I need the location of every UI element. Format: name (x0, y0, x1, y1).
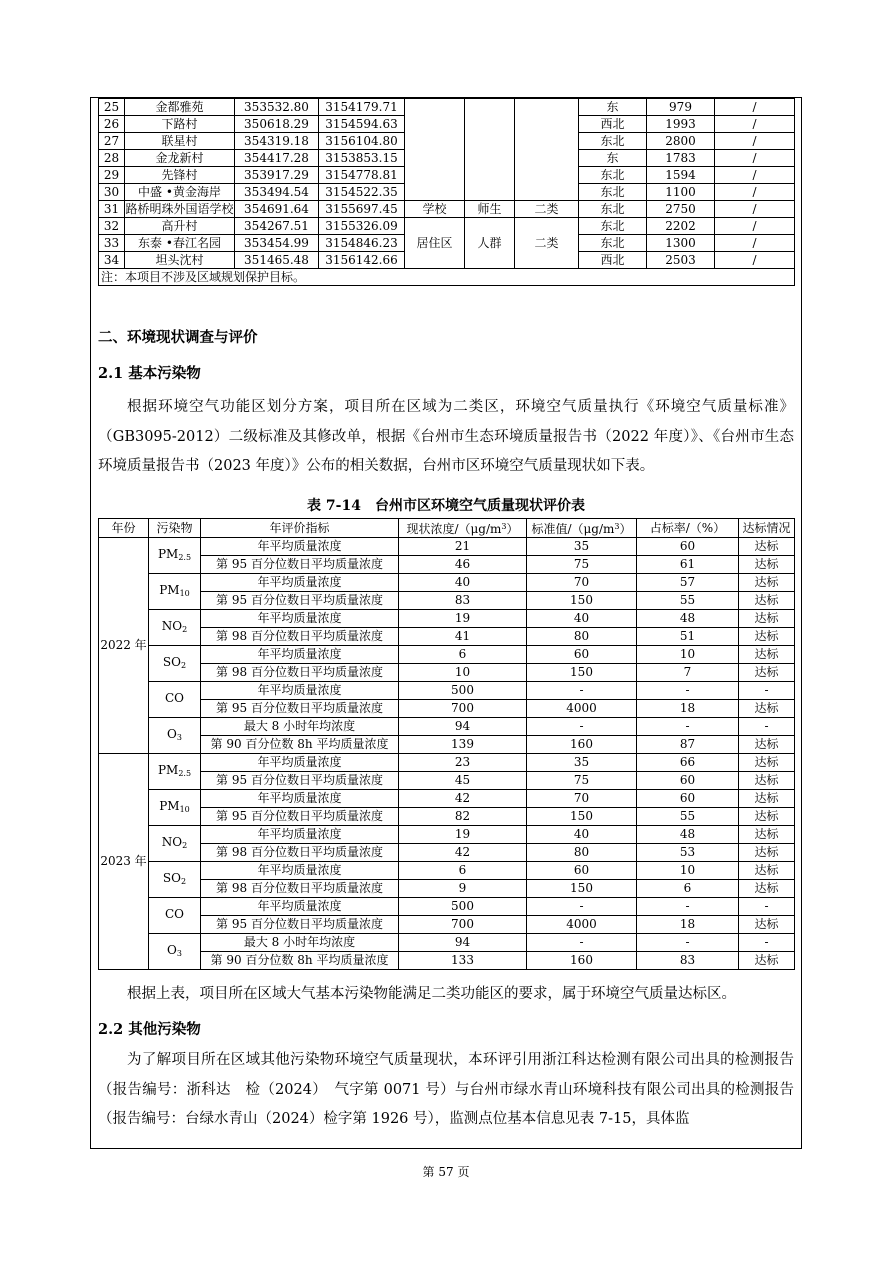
row-number: 26 (99, 116, 125, 133)
site-name: 下路村 (125, 116, 235, 133)
coord-y: 3156104.80 (319, 133, 405, 150)
index-name: 第 98 百分位数日平均质量浓度 (201, 664, 399, 682)
table-row (99, 736, 795, 754)
concentration-value: 40 (399, 574, 527, 592)
standard-value: 60 (527, 646, 637, 664)
air-quality-table (98, 518, 795, 970)
index-name: 最大 8 小时年均浓度 (201, 718, 399, 736)
site-name: 金都雅苑 (125, 99, 235, 116)
index-name: 年平均质量浓度 (201, 826, 399, 844)
table-row (99, 664, 795, 682)
coord-x: 351465.48 (235, 252, 319, 269)
protect-target: 师生 (465, 201, 515, 218)
concentration-value: 19 (399, 826, 527, 844)
index-name: 年平均质量浓度 (201, 610, 399, 628)
standard-value: 80 (527, 628, 637, 646)
table-row (99, 862, 795, 880)
concentration-value: 46 (399, 556, 527, 574)
status-value: - (739, 934, 795, 952)
standard-value: 35 (527, 754, 637, 772)
table-row (99, 574, 795, 592)
table-row (99, 952, 795, 970)
protect-type: 居住区 (405, 218, 465, 269)
coord-x: 353454.99 (235, 235, 319, 252)
site-name: 坦头沈村 (125, 252, 235, 269)
remark: / (715, 252, 795, 269)
table-header-row (99, 519, 795, 538)
standard-value: 150 (527, 592, 637, 610)
ratio-value: 57 (637, 574, 739, 592)
header-index: 年评价指标 (201, 519, 399, 538)
header-year: 年份 (99, 519, 149, 538)
page-number: 第 57 页 (422, 1165, 470, 1179)
table-row (99, 592, 795, 610)
pollutant-cell (149, 754, 201, 790)
direction: 东 (579, 99, 647, 116)
standard-value: 70 (527, 790, 637, 808)
env-class-blank (515, 99, 579, 201)
table-row (99, 700, 795, 718)
pollutant-subscript: 10 (179, 804, 190, 814)
site-name: 联星村 (125, 133, 235, 150)
table-row (99, 538, 795, 556)
pollutant-name: PM (159, 798, 180, 813)
status-value: 达标 (739, 646, 795, 664)
protect-type-blank (405, 99, 465, 201)
pollutant-subscript: 3 (176, 948, 182, 958)
ratio-value: - (637, 682, 739, 700)
direction: 东北 (579, 235, 647, 252)
status-value: 达标 (739, 952, 795, 970)
coord-x: 354691.64 (235, 201, 319, 218)
table-caption: 表 7-14 台州市区环境空气质量现状评价表 (307, 498, 585, 514)
ratio-value: - (637, 718, 739, 736)
row-number: 25 (99, 99, 125, 116)
row-number: 27 (99, 133, 125, 150)
remark: / (715, 235, 795, 252)
index-name: 第 95 百分位数日平均质量浓度 (201, 700, 399, 718)
standard-value: 75 (527, 556, 637, 574)
index-name: 年平均质量浓度 (201, 790, 399, 808)
coord-x: 353532.80 (235, 99, 319, 116)
standard-value: 35 (527, 538, 637, 556)
distance: 1783 (647, 150, 715, 167)
coord-y: 3154594.63 (319, 116, 405, 133)
status-value: 达标 (739, 862, 795, 880)
ratio-value: 10 (637, 862, 739, 880)
ratio-value: 60 (637, 538, 739, 556)
index-name: 最大 8 小时年均浓度 (201, 934, 399, 952)
ratio-value: 48 (637, 826, 739, 844)
concentration-value: 19 (399, 610, 527, 628)
ratio-value: 6 (637, 880, 739, 898)
status-value: 达标 (739, 916, 795, 934)
table-row (99, 610, 795, 628)
remark: / (715, 201, 795, 218)
table-row (99, 682, 795, 700)
index-name: 第 95 百分位数日平均质量浓度 (201, 916, 399, 934)
status-value: 达标 (739, 538, 795, 556)
concentration-value: 94 (399, 934, 527, 952)
concentration-value: 21 (399, 538, 527, 556)
table-row (99, 826, 795, 844)
status-value: 达标 (739, 592, 795, 610)
protect-target-blank (465, 99, 515, 201)
row-number: 33 (99, 235, 125, 252)
pollutant-name: O (167, 942, 177, 957)
standard-value: - (527, 682, 637, 700)
pollutant-name: PM (157, 762, 179, 777)
concentration-value: 83 (399, 592, 527, 610)
ratio-value: 55 (637, 592, 739, 610)
index-name: 第 98 百分位数日平均质量浓度 (201, 844, 399, 862)
index-name: 第 90 百分位数 8h 平均质量浓度 (201, 736, 399, 754)
pollutant-cell (149, 718, 201, 754)
coord-x: 353917.29 (235, 167, 319, 184)
index-name: 年平均质量浓度 (201, 538, 399, 556)
status-value: - (739, 718, 795, 736)
index-name: 年平均质量浓度 (201, 574, 399, 592)
conclusion-paragraph: 根据上表，项目所在区域大气基本污染物能满足二类功能区的要求，属于环境空气质量达标区。 (127, 986, 736, 1002)
standard-value: - (527, 718, 637, 736)
standard-value: 4000 (527, 700, 637, 718)
row-number: 34 (99, 252, 125, 269)
concentration-value: 500 (399, 898, 527, 916)
pollutant-cell (149, 934, 201, 970)
concentration-value: 700 (399, 916, 527, 934)
site-name: 金龙新村 (125, 150, 235, 167)
status-value: 达标 (739, 844, 795, 862)
pollutant-name: SO (162, 870, 181, 885)
standard-value: 150 (527, 880, 637, 898)
status-value: 达标 (739, 610, 795, 628)
status-value: 达标 (739, 880, 795, 898)
concentration-value: 6 (399, 862, 527, 880)
table-row (99, 718, 795, 736)
ratio-value: 83 (637, 952, 739, 970)
ratio-value: 60 (637, 790, 739, 808)
subsection-2-2-title: 2.2 其他污染物 (98, 1021, 201, 1038)
coord-y: 3153853.15 (319, 150, 405, 167)
pollutant-name: PM (159, 582, 180, 597)
status-value: 达标 (739, 574, 795, 592)
standard-value: 4000 (527, 916, 637, 934)
coord-y: 3154778.81 (319, 167, 405, 184)
status-value: 达标 (739, 772, 795, 790)
pollutant-subscript: 2 (180, 660, 187, 670)
table-row (99, 646, 795, 664)
status-value: 达标 (739, 790, 795, 808)
protect-target: 人群 (465, 218, 515, 269)
standard-value: - (527, 898, 637, 916)
header-pollutant: 污染物 (149, 519, 201, 538)
index-name: 年平均质量浓度 (201, 682, 399, 700)
subsection-2-1-paragraph: 根据环境空气功能区划分方案，项目所在区域为二类区，环境空气质量执行《环境空气质量标准》（GB3095-2012）二级标准及其修改单，根据《台州市生态环境质量报告书（2022 年度）》、《台州市生态环境质量报告书（2023 年度）》公布的相关数据，台州市区环境空气质量现状如下表。 (98, 399, 794, 474)
distance: 2800 (647, 133, 715, 150)
status-value: 达标 (739, 808, 795, 826)
status-value: 达标 (739, 754, 795, 772)
standard-value: 160 (527, 736, 637, 754)
direction: 东北 (579, 133, 647, 150)
distance: 979 (647, 99, 715, 116)
row-number: 29 (99, 167, 125, 184)
sensitive-targets-table (98, 98, 795, 286)
pollutant-subscript: 2 (182, 840, 188, 850)
table-footnote: 注：本项目不涉及区域规划保护目标。 (99, 269, 795, 286)
direction: 东 (579, 150, 647, 167)
coord-x: 354319.18 (235, 133, 319, 150)
ratio-value: 61 (637, 556, 739, 574)
concentration-value: 42 (399, 844, 527, 862)
pollutant-cell (149, 898, 201, 934)
site-name: 高升村 (125, 218, 235, 235)
table-row (99, 844, 795, 862)
direction: 东北 (579, 218, 647, 235)
pollutant-cell (149, 826, 201, 862)
index-name: 第 90 百分位数 8h 平均质量浓度 (201, 952, 399, 970)
standard-value: 40 (527, 826, 637, 844)
ratio-value: 10 (637, 646, 739, 664)
pollutant-cell (149, 538, 201, 574)
concentration-value: 133 (399, 952, 527, 970)
coord-x: 354267.51 (235, 218, 319, 235)
table-row (99, 772, 795, 790)
direction: 西北 (579, 116, 647, 133)
ratio-value: 53 (637, 844, 739, 862)
coord-x: 353494.54 (235, 184, 319, 201)
index-name: 第 95 百分位数日平均质量浓度 (201, 592, 399, 610)
pollutant-subscript: 2.5 (178, 768, 192, 778)
index-name: 年平均质量浓度 (201, 862, 399, 880)
distance: 1100 (647, 184, 715, 201)
coord-y: 3155697.45 (319, 201, 405, 218)
standard-value: 160 (527, 952, 637, 970)
table-row (99, 628, 795, 646)
concentration-value: 9 (399, 880, 527, 898)
header-standard: 标准值$/(\mu g/m^3)$ (527, 519, 637, 538)
standard-value: 60 (527, 862, 637, 880)
index-name: 第 95 百分位数日平均质量浓度 (201, 772, 399, 790)
pollutant-name: CO (164, 690, 185, 705)
coord-y: 3154846.23 (319, 235, 405, 252)
index-name: 第 98 百分位数日平均质量浓度 (201, 880, 399, 898)
pollutant-cell (149, 574, 201, 610)
index-name: 第 95 百分位数日平均质量浓度 (201, 808, 399, 826)
remark: / (715, 150, 795, 167)
concentration-value: 23 (399, 754, 527, 772)
status-value: - (739, 898, 795, 916)
index-name: 年平均质量浓度 (201, 754, 399, 772)
header-ratio: 占标率/（%） (637, 519, 739, 538)
pollutant-subscript: 10 (179, 588, 190, 598)
pollutant-name: O (167, 726, 177, 741)
pollutant-name: CO (164, 906, 185, 921)
concentration-value: 82 (399, 808, 527, 826)
concentration-value: 10 (399, 664, 527, 682)
pollutant-name: SO (162, 654, 181, 669)
concentration-value: 45 (399, 772, 527, 790)
ratio-value: 18 (637, 700, 739, 718)
direction: 东北 (579, 167, 647, 184)
status-value: 达标 (739, 628, 795, 646)
table-row (99, 754, 795, 772)
pollutant-cell (149, 790, 201, 826)
pollutant-cell (149, 646, 201, 682)
row-number: 31 (99, 201, 125, 218)
concentration-value: 41 (399, 628, 527, 646)
table-row (99, 808, 795, 826)
pollutant-name: PM (157, 546, 179, 561)
standard-value: 150 (527, 664, 637, 682)
remark: / (715, 167, 795, 184)
pollutant-subscript: 2.5 (178, 552, 192, 562)
concentration-value: 500 (399, 682, 527, 700)
ratio-value: 55 (637, 808, 739, 826)
coord-x: 354417.28 (235, 150, 319, 167)
status-value: 达标 (739, 736, 795, 754)
table-row (99, 218, 795, 235)
remark: / (715, 99, 795, 116)
pollutant-cell (149, 682, 201, 718)
remark: / (715, 218, 795, 235)
site-name: 路桥明珠外国语学校 (125, 201, 234, 216)
index-name: 年平均质量浓度 (201, 898, 399, 916)
concentration-value: 700 (399, 700, 527, 718)
pollutant-name: NO (161, 834, 183, 849)
site-name: 东泰 •春江名园 (125, 235, 235, 252)
status-value: - (739, 682, 795, 700)
distance: 2503 (647, 252, 715, 269)
pollutant-cell (149, 862, 201, 898)
row-number: 28 (99, 150, 125, 167)
ratio-value: - (637, 934, 739, 952)
coord-y: 3156142.66 (319, 252, 405, 269)
direction: 东北 (579, 201, 647, 218)
index-name: 第 98 百分位数日平均质量浓度 (201, 628, 399, 646)
pollutant-name: NO (161, 618, 183, 633)
index-name: 年平均质量浓度 (201, 646, 399, 664)
coord-y: 3154179.71 (319, 99, 405, 116)
remark: / (715, 116, 795, 133)
ratio-value: 51 (637, 628, 739, 646)
site-name: 中盛 •黄金海岸 (125, 184, 235, 201)
subsection-2-2-paragraph: 为了解项目所在区域其他污染物环境空气质量现状，本环评引用浙江科达检测有限公司出具的检测报告（报告编号：浙科达 检（2024） 气字第 0071 号）与台州市绿水青山环境科技有限公司出具的检测报告（报告编号：台绿水青山（2024）检字第 1926 号），监测点位基本信息见表 7-15，具体监 (98, 1052, 794, 1127)
header-concentration: 现状浓度$/(\mu g/m^3)$ (399, 519, 527, 538)
pollutant-subscript: 2 (180, 876, 187, 886)
status-value: 达标 (739, 664, 795, 682)
coord-y: 3155326.09 (319, 218, 405, 235)
status-value: 达标 (739, 556, 795, 574)
table-row (99, 880, 795, 898)
status-value: 达标 (739, 700, 795, 718)
index-name: 第 95 百分位数日平均质量浓度 (201, 556, 399, 574)
year-cell: 2022 年 (99, 538, 149, 754)
coord-x: 350618.29 (235, 116, 319, 133)
ratio-value: 66 (637, 754, 739, 772)
table-row (99, 898, 795, 916)
table-row (99, 99, 795, 116)
row-number: 30 (99, 184, 125, 201)
standard-value: 40 (527, 610, 637, 628)
table-row (99, 790, 795, 808)
ratio-value: 87 (637, 736, 739, 754)
table-row (99, 201, 795, 218)
distance: 1993 (647, 116, 715, 133)
status-value: 达标 (739, 826, 795, 844)
footnote-row (99, 269, 795, 286)
remark: / (715, 184, 795, 201)
ratio-value: 60 (637, 772, 739, 790)
direction: 东北 (579, 184, 647, 201)
distance: 2202 (647, 218, 715, 235)
direction: 西北 (579, 252, 647, 269)
ratio-value: - (637, 898, 739, 916)
concentration-value: 6 (399, 646, 527, 664)
distance: 1594 (647, 167, 715, 184)
coord-y: 3154522.35 (319, 184, 405, 201)
pollutant-subscript: 2 (182, 624, 188, 634)
section-title: 二、环境现状调查与评价 (98, 329, 258, 346)
site-name: 先锋村 (125, 167, 235, 184)
concentration-value: 42 (399, 790, 527, 808)
env-class: 二类 (515, 201, 579, 218)
standard-value: 150 (527, 808, 637, 826)
remark: / (715, 133, 795, 150)
pollutant-subscript: 3 (176, 732, 182, 742)
ratio-value: 7 (637, 664, 739, 682)
ratio-value: 18 (637, 916, 739, 934)
pollutant-cell (149, 610, 201, 646)
table-row (99, 934, 795, 952)
env-class: 二类 (515, 218, 579, 269)
protect-type: 学校 (405, 201, 465, 218)
header-status: 达标情况 (739, 519, 795, 538)
row-number: 32 (99, 218, 125, 235)
subsection-2-1-title: 2.1 基本污染物 (98, 365, 201, 382)
concentration-value: 139 (399, 736, 527, 754)
standard-value: 70 (527, 574, 637, 592)
distance: 2750 (647, 201, 715, 218)
distance: 1300 (647, 235, 715, 252)
concentration-value: 94 (399, 718, 527, 736)
year-cell: 2023 年 (99, 754, 149, 970)
ratio-value: 48 (637, 610, 739, 628)
standard-value: 75 (527, 772, 637, 790)
standard-value: - (527, 934, 637, 952)
table-row (99, 556, 795, 574)
standard-value: 80 (527, 844, 637, 862)
table-row (99, 916, 795, 934)
